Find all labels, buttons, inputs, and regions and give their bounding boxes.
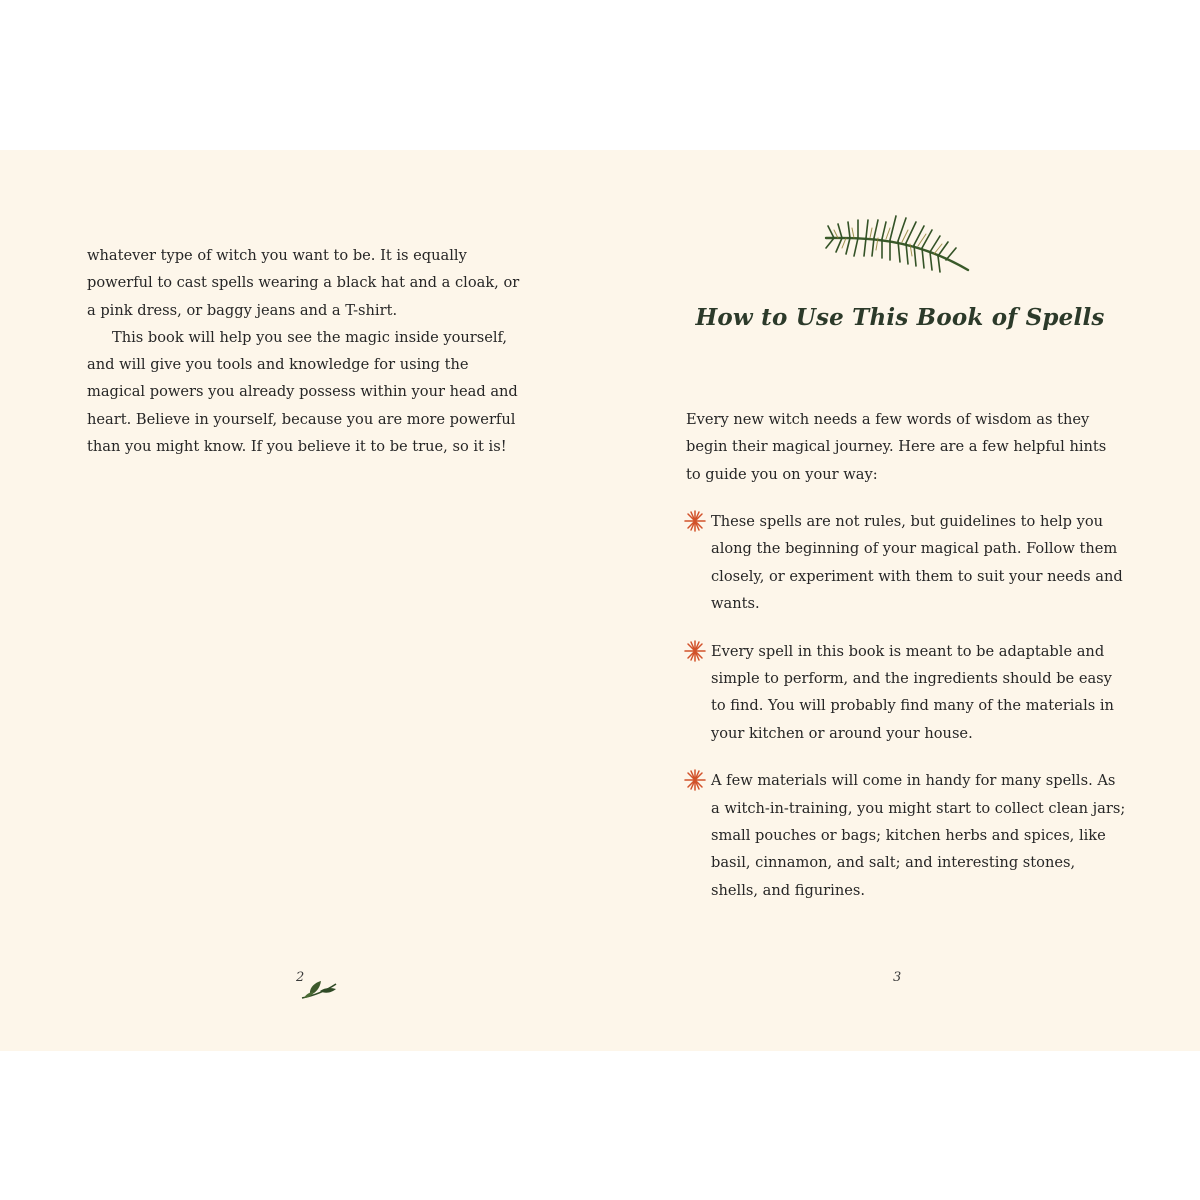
list-item xyxy=(686,638,1126,747)
page-number-left: 2 xyxy=(296,970,305,985)
intro-paragraph: Every new witch needs a few words of wisdom as they begin their magical journey. Here are a few helpful hints to guide you on your way: xyxy=(686,411,1107,483)
right-page xyxy=(600,150,1200,1051)
leaf-icon xyxy=(300,978,338,1002)
list-item xyxy=(686,508,1126,617)
page-title: How to Use This Book of Spells xyxy=(695,304,1105,331)
tip-text: Every spell in this book is meant to be adaptable and simple to perform, and the ingredients should be easy to find. You will probably find many of the materials in your kitchen or around your house. xyxy=(711,642,1114,742)
list-item xyxy=(686,767,1126,903)
left-page-body xyxy=(87,242,527,460)
left-paragraph-1: whatever type of witch you want to be. It is equally powerful to cast spells wearing a black hat and a cloak, or a pink dress, or baggy jeans and a T-shirt. xyxy=(87,247,520,319)
tips-list xyxy=(686,508,1126,924)
tip-text: These spells are not rules, but guidelines to help you along the beginning of your magical path. Follow them closely, or experiment with them to suit your needs and wants. xyxy=(711,513,1123,612)
star-burst-icon xyxy=(684,640,706,662)
page-number-right: 3 xyxy=(893,970,902,985)
book-spread xyxy=(0,150,1200,1051)
left-paragraph-2: This book will help you see the magic inside yourself, and will give you tools and knowledge for using the magical powers you already possess within your head and heart. Believe in yourself, because you are more powerful than you might know. If you believe it to be true, so it is! xyxy=(87,328,518,456)
left-page xyxy=(0,150,600,1051)
rosemary-sprig-icon xyxy=(820,212,975,278)
star-burst-icon xyxy=(684,510,706,532)
tip-text: A few materials will come in handy for many spells. As a witch-in-training, you might start to collect clean jars; small pouches or bags; kitchen herbs and spices, like basil, cinnamon, and salt; and interesting stones, shells, and figurines. xyxy=(711,772,1126,899)
star-burst-icon xyxy=(684,769,706,791)
